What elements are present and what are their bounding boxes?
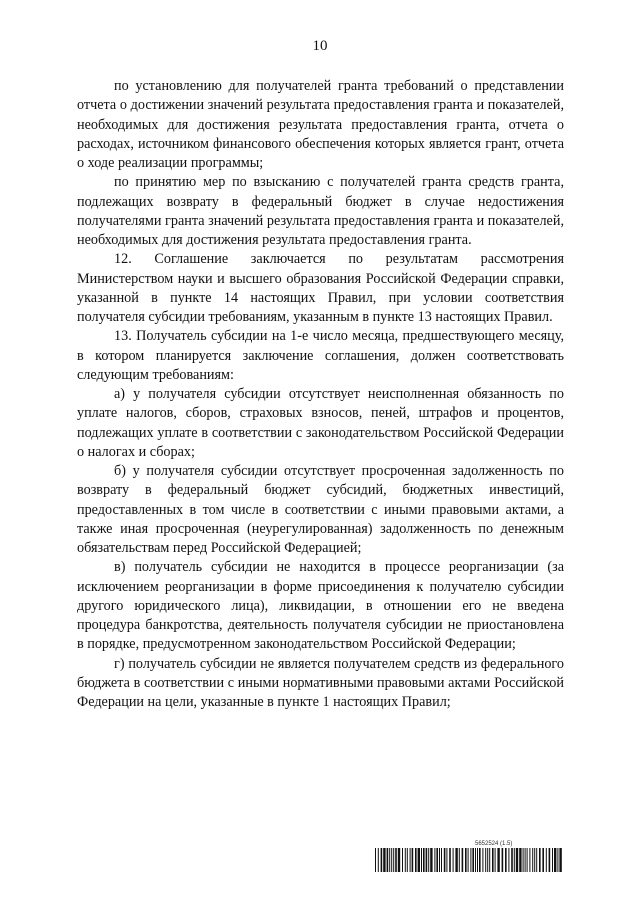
- barcode-bar: [525, 848, 526, 872]
- barcode-bar: [459, 848, 460, 872]
- paragraph-item-13b: б) у получателя субсидии отсутствует просроченная задолженность по возврату в федеральный бюджет субсидий, бюджетных инвестиций, предоставленных в том числе в соответствии с иными правовыми актами, а также иная просроченная (неурегулированная) задолженность по денежным обязательствам перед Российской Федерацией;: [77, 463, 564, 556]
- document-body: [77, 77, 564, 712]
- barcode-bar: [534, 848, 535, 872]
- barcode-bar: [383, 848, 385, 872]
- barcode-bar: [449, 848, 451, 872]
- barcode-bar: [441, 848, 442, 872]
- barcode-bar: [475, 848, 476, 872]
- barcode-bar: [514, 848, 515, 872]
- barcode-bar: [428, 848, 429, 872]
- barcode-bar: [492, 848, 494, 872]
- paragraph-item-13a: а) у получателя субсидии отсутствует неисполненная обязанность по уплате налогов, сборов, страховых взносов, пеней, штрафов и процентов, подлежащих уплате в соответствии с законодательством Российской Федерации о налогах и сборах;: [77, 386, 564, 460]
- footer: [375, 840, 565, 872]
- barcode-bar: [479, 848, 481, 872]
- barcode-bar: [395, 848, 397, 872]
- barcode-bar: [402, 848, 403, 872]
- barcode-bar: [393, 848, 394, 872]
- barcode-bar: [405, 848, 406, 872]
- barcode-bar: [549, 848, 551, 872]
- barcode-bar: [462, 848, 464, 872]
- barcode-bar: [497, 848, 499, 872]
- barcode-bar: [539, 848, 541, 872]
- document-code: 5652524 (1.5): [475, 841, 513, 847]
- barcode-bar: [398, 848, 400, 872]
- barcode-bar: [554, 848, 556, 872]
- barcode-bar: [421, 848, 422, 872]
- barcode-bar: [495, 848, 496, 872]
- page-number: 10: [312, 38, 328, 54]
- barcode-bar: [439, 848, 440, 872]
- paragraph-item-12: 12. Соглашение заключается по результатам рассмотрения Министерством науки и высшего образования Российской Федерации справки, указанной в пункте 14 настоящих Правил, при условии соответствия получателя субсидии требованиям, указанным в пункте 13 настоящих Правил.: [77, 251, 564, 325]
- barcode-bar: [532, 848, 533, 872]
- barcode-bar: [415, 848, 417, 872]
- barcode-bar: [557, 848, 558, 872]
- barcode-bar: [430, 848, 432, 872]
- barcode-bar: [508, 848, 509, 872]
- barcode-bar: [489, 848, 490, 872]
- barcode-bar: [485, 848, 486, 872]
- barcode-bar: [542, 848, 544, 872]
- barcode-bar: [465, 848, 467, 872]
- barcode-bar: [378, 848, 379, 872]
- barcode-bar: [546, 848, 547, 872]
- barcode-bar: [407, 848, 408, 872]
- barcode-bar: [511, 848, 513, 872]
- paragraph-grant-recovery-measures: по принятию мер по взысканию с получателей гранта средств гранта, подлежащих возврату в федеральный бюджет в случае недостижения получателями гранта значений результата предоставления гранта и показателей, необходимых для достижения результата предоставления гранта.: [77, 174, 564, 248]
- barcode-bar: [523, 848, 524, 872]
- barcode-bar: [381, 848, 383, 872]
- barcode-bar: [436, 848, 438, 872]
- barcode-bar: [527, 848, 528, 872]
- barcode-bar: [536, 848, 537, 872]
- barcode-bar: [453, 848, 454, 872]
- barcode-bar: [423, 848, 425, 872]
- paragraph-item-13g: г) получатель субсидии не является получателем средств из федерального бюджета в соответствии с иными нормативными правовыми актами Российской Федерации на цели, указанные в пункте 1 настоящих Правил;: [77, 655, 564, 710]
- barcode-bar: [559, 848, 561, 872]
- barcode-bar: [410, 848, 411, 872]
- barcode-bar: [455, 848, 457, 872]
- barcode-bar: [468, 848, 469, 872]
- barcode-bar: [516, 848, 518, 872]
- barcode-bar: [477, 848, 478, 872]
- barcode-bar: [502, 848, 504, 872]
- barcode-bar: [505, 848, 507, 872]
- barcode-bar: [389, 848, 390, 872]
- barcode-bar: [418, 848, 420, 872]
- barcode-bar: [444, 848, 446, 872]
- barcode-bar: [552, 848, 553, 872]
- barcode-bar: [426, 848, 428, 872]
- paragraph-item-13v: в) получатель субсидии не находится в процессе реорганизации (за исключением реорганизации в форме присоединения к получателю субсидии другого юридического лица), ликвидации, в отношении его не введена процедура банкротства, деятельность получателя субсидии не приостановлена в порядке, предусмотренном законодательством Российской Федерации;: [77, 559, 564, 653]
- barcode-bar: [412, 848, 414, 872]
- barcode-bar: [529, 848, 530, 872]
- paragraph-item-13: 13. Получатель субсидии на 1-е число месяца, предшествующего месяцу, в котором планируется заключение соглашения, должен соответствовать следующим требованиям:: [77, 328, 564, 383]
- barcode-bar: [387, 848, 389, 872]
- barcode-bar: [375, 848, 376, 872]
- barcode-bar: [487, 848, 488, 872]
- barcode-bar: [434, 848, 435, 872]
- barcode-bar: [470, 848, 471, 872]
- barcode-bar: [391, 848, 392, 872]
- barcode-bar: [482, 848, 483, 872]
- barcode-bar: [446, 848, 447, 872]
- barcode-bar: [519, 848, 521, 872]
- barcode: [375, 848, 565, 872]
- barcode-bar: [472, 848, 474, 872]
- paragraph-grant-report-requirements: по установлению для получателей гранта требований о представлении отчета о достижении значений результата предоставления гранта и показателей, необходимых для достижения результата предоставления гранта, отчета о расходах, источником финансового обеспечения которых является грант, отчета о ходе реализации программы;: [77, 78, 564, 171]
